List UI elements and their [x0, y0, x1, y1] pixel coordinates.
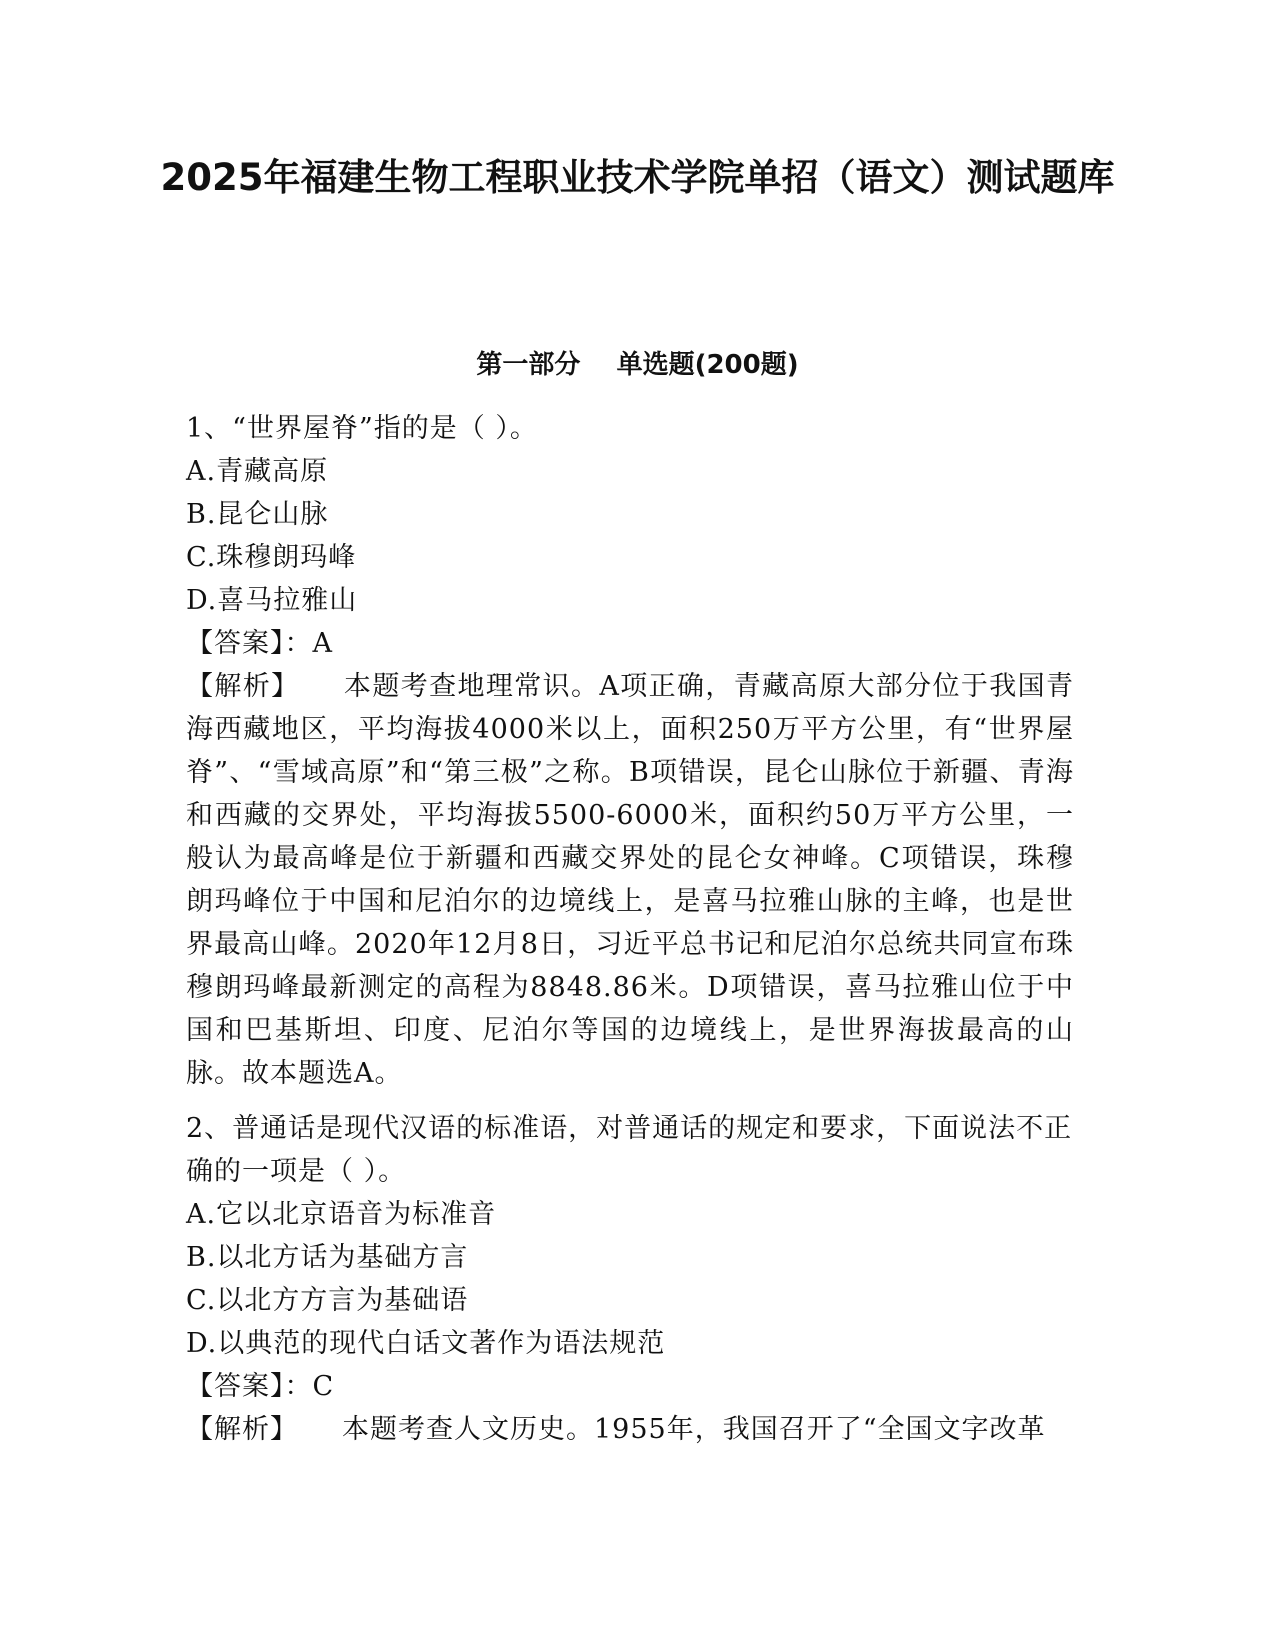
option-d: D.喜马拉雅山: [186, 585, 358, 616]
option-b: B.以北方话为基础方言: [186, 1242, 469, 1273]
option-a: A.它以北京语音为标准音: [186, 1199, 497, 1230]
option-c: C.以北方方言为基础语: [186, 1285, 469, 1316]
document-title: 2025年福建生物工程职业技术学院单招（语文）测试题库: [160, 156, 1115, 199]
answer-label: 【答案】：: [186, 628, 313, 659]
option-d: D.以典范的现代白话文著作为语法规范: [186, 1328, 666, 1359]
option-b: B.昆仑山脉: [186, 499, 329, 530]
option-c: C.珠穆朗玛峰: [186, 542, 357, 573]
analysis-text: 本题考查人文历史。1955年，我国召开了“全国文字改革: [342, 1414, 1046, 1445]
answer-line: [186, 622, 1074, 665]
question-1: [186, 407, 1074, 1095]
question-list: [186, 407, 1074, 1463]
analysis-text: 本题考查地理常识。A项正确，青藏高原大部分位于我国青海西藏地区，平均海拔4000米以上，面积250万平方公里，有“世界屋脊”、“雪域高原”和“第三极”之称。B项错误，昆仑山脉位于新疆、青海和西藏的交界处，平均海拔5500-6000米，面积约50万平方公里，一般认为最高峰是位于新疆和西藏交界处的昆仑女神峰。C项错误，珠穆朗玛峰位于中国和尼泊尔的边境线上，是喜马拉雅山脉的主峰，也是世界最高山峰。2020年12月8日，习近平总书记和尼泊尔总统共同宣布珠穆朗玛峰最新测定的高程为8848.86米。D项错误，喜马拉雅山位于中国和巴基斯坦、印度、尼泊尔等国的边境线上，是世界海拔最高的山脉。故本题选A。: [186, 671, 1075, 1089]
question-stem: 1、“世界屋脊”指的是（ ）。: [186, 413, 538, 444]
analysis-paragraph: [186, 665, 1074, 1095]
section-heading: 第一部分 单选题(200题): [476, 350, 799, 380]
answer-line: [186, 1365, 1074, 1408]
analysis-label: 【解析】: [186, 671, 300, 702]
option-a: A.青藏高原: [186, 456, 329, 487]
analysis-label: 【解析】: [186, 1414, 298, 1445]
question-stem: 2、普通话是现代汉语的标准语，对普通话的规定和要求，下面说法不正确的一项是（ ）。: [186, 1113, 1073, 1187]
answer-value: C: [312, 1371, 335, 1402]
answer-label: 【答案】：: [186, 1371, 313, 1402]
analysis-paragraph: [186, 1408, 1074, 1451]
question-2: [186, 1107, 1074, 1451]
answer-value: A: [312, 628, 333, 659]
